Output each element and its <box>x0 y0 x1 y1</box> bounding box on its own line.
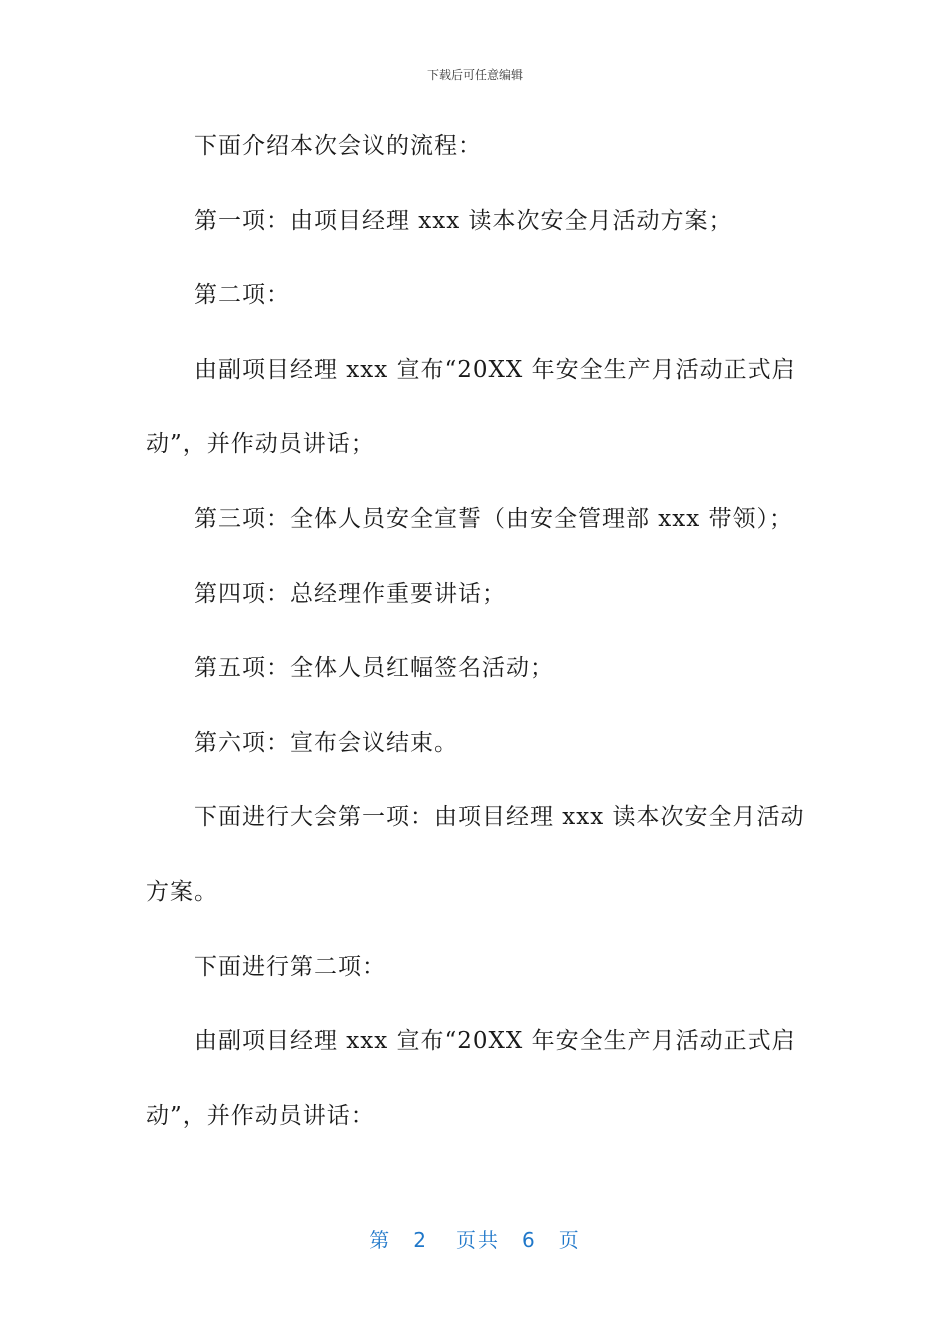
paragraph-line: 方案。 <box>146 878 218 905</box>
paragraph-line: 动”，并作动员讲话： <box>146 1102 375 1129</box>
paragraph-line: 动”，并作动员讲话； <box>146 431 375 458</box>
paragraph-line: 第一项：由项目经理 xxx 读本次安全月活动方案； <box>194 207 733 234</box>
paragraph-line: 第三项：全体人员安全宣誓（由安全管理部 xxx 带领）； <box>194 505 794 532</box>
paragraph-line: 下面介绍本次会议的流程： <box>194 133 482 159</box>
header-note: 下载后可任意编辑 <box>426 68 523 82</box>
paragraph-line: 第四项：总经理作重要讲话； <box>194 580 506 607</box>
paragraph-line: 由副项目经理 xxx 宣布“20XX 年安全生产月活动正式启 <box>194 356 796 383</box>
paragraph-line: 第二项： <box>194 282 290 309</box>
paragraph-line: 由副项目经理 xxx 宣布“20XX 年安全生产月活动正式启 <box>194 1028 796 1055</box>
page-suffix: 页 <box>558 1228 581 1252</box>
paragraph-line: 下面进行第二项： <box>194 953 386 980</box>
paragraph-line: 第五项：全体人员红幅签名活动； <box>194 655 554 682</box>
page-middle: 页共 <box>456 1228 500 1252</box>
page-footer <box>0 1224 950 1253</box>
current-page-number: 2 <box>413 1228 428 1252</box>
total-pages-number: 6 <box>522 1228 537 1252</box>
paragraph-line: 下面进行大会第一项：由项目经理 xxx 读本次安全月活动 <box>194 804 805 831</box>
document-body <box>146 126 806 1170</box>
paragraph-line: 第六项：宣布会议结束。 <box>194 729 458 756</box>
page-prefix: 第 <box>369 1228 392 1252</box>
